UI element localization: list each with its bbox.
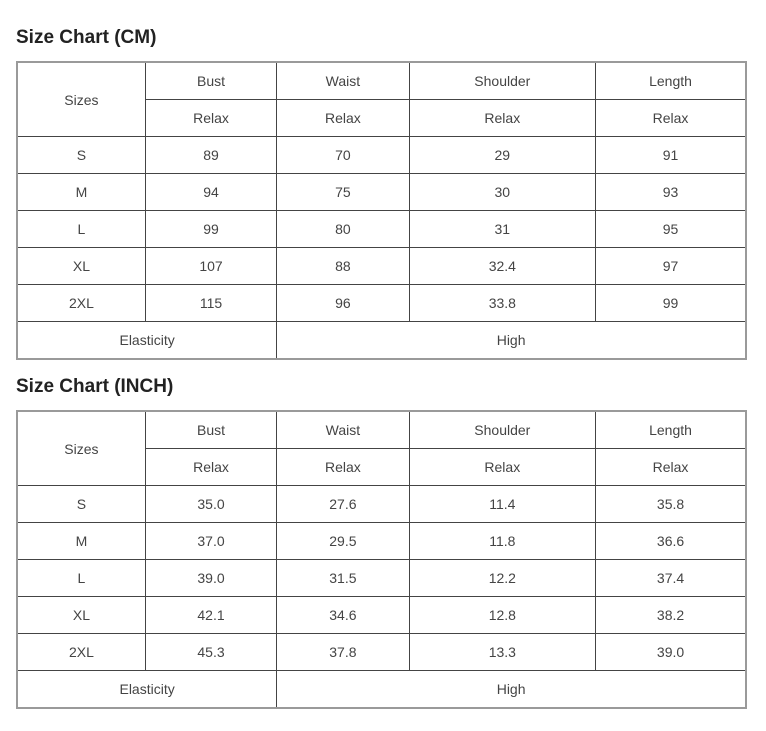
table-row: [17, 211, 746, 248]
table-row: [17, 523, 746, 560]
column-header-bust: Bust: [145, 411, 276, 449]
value-cell: 29: [409, 137, 596, 174]
size-cell: 2XL: [17, 634, 145, 671]
value-cell: 70: [277, 137, 409, 174]
value-cell: 29.5: [277, 523, 409, 560]
value-cell: 37.4: [596, 560, 746, 597]
column-header-shoulder: Shoulder: [409, 62, 596, 100]
column-header-bust: Bust: [145, 62, 276, 100]
value-cell: 94: [145, 174, 276, 211]
header-row: [17, 411, 746, 449]
value-cell: 12.8: [409, 597, 596, 634]
column-header-shoulder: Shoulder: [409, 411, 596, 449]
value-cell: 31.5: [277, 560, 409, 597]
value-cell: 97: [596, 248, 746, 285]
value-cell: 33.8: [409, 285, 596, 322]
value-cell: 96: [277, 285, 409, 322]
subheader-bust: Relax: [145, 449, 276, 486]
table-row: [17, 174, 746, 211]
value-cell: 37.0: [145, 523, 276, 560]
value-cell: 32.4: [409, 248, 596, 285]
column-header-waist: Waist: [277, 62, 409, 100]
size-cell: 2XL: [17, 285, 145, 322]
value-cell: 27.6: [277, 486, 409, 523]
subheader-shoulder: Relax: [409, 449, 596, 486]
value-cell: 11.4: [409, 486, 596, 523]
value-cell: 89: [145, 137, 276, 174]
size-chart-cm-title: Size Chart (CM): [16, 27, 157, 48]
value-cell: 107: [145, 248, 276, 285]
value-cell: 37.8: [277, 634, 409, 671]
table-row: [17, 634, 746, 671]
sizes-header-cell: Sizes: [17, 411, 145, 486]
value-cell: 95: [596, 211, 746, 248]
value-cell: 91: [596, 137, 746, 174]
size-cell: XL: [17, 248, 145, 285]
size-chart-inch-table: [16, 410, 747, 709]
value-cell: 12.2: [409, 560, 596, 597]
value-cell: 35.0: [145, 486, 276, 523]
value-cell: 75: [277, 174, 409, 211]
value-cell: 39.0: [145, 560, 276, 597]
elasticity-label: Elasticity: [17, 671, 277, 709]
value-cell: 11.8: [409, 523, 596, 560]
elasticity-row: [17, 671, 746, 709]
value-cell: 93: [596, 174, 746, 211]
table-row: [17, 248, 746, 285]
elasticity-label: Elasticity: [17, 322, 277, 360]
subheader-bust: Relax: [145, 100, 276, 137]
value-cell: 34.6: [277, 597, 409, 634]
value-cell: 42.1: [145, 597, 276, 634]
value-cell: 99: [596, 285, 746, 322]
subheader-length: Relax: [596, 449, 746, 486]
sizes-header-cell: Sizes: [17, 62, 145, 137]
elasticity-value: High: [277, 322, 746, 360]
elasticity-row: [17, 322, 746, 360]
header-row: [17, 62, 746, 100]
size-chart-inch-title: Size Chart (INCH): [16, 376, 174, 397]
size-cell: M: [17, 523, 145, 560]
value-cell: 31: [409, 211, 596, 248]
value-cell: 99: [145, 211, 276, 248]
value-cell: 13.3: [409, 634, 596, 671]
value-cell: 115: [145, 285, 276, 322]
size-chart-cm-table: [16, 61, 747, 360]
size-cell: L: [17, 211, 145, 248]
subheader-length: Relax: [596, 100, 746, 137]
table-row: [17, 560, 746, 597]
value-cell: 39.0: [596, 634, 746, 671]
column-header-length: Length: [596, 411, 746, 449]
value-cell: 45.3: [145, 634, 276, 671]
value-cell: 80: [277, 211, 409, 248]
size-cell: L: [17, 560, 145, 597]
table-row: [17, 486, 746, 523]
value-cell: 88: [277, 248, 409, 285]
column-header-length: Length: [596, 62, 746, 100]
column-header-waist: Waist: [277, 411, 409, 449]
value-cell: 38.2: [596, 597, 746, 634]
subheader-waist: Relax: [277, 100, 409, 137]
size-cell: S: [17, 137, 145, 174]
table-row: [17, 137, 746, 174]
table-row: [17, 285, 746, 322]
subheader-shoulder: Relax: [409, 100, 596, 137]
value-cell: 36.6: [596, 523, 746, 560]
size-cell: S: [17, 486, 145, 523]
table-row: [17, 597, 746, 634]
value-cell: 30: [409, 174, 596, 211]
elasticity-value: High: [277, 671, 746, 709]
subheader-waist: Relax: [277, 449, 409, 486]
size-cell: M: [17, 174, 145, 211]
size-cell: XL: [17, 597, 145, 634]
value-cell: 35.8: [596, 486, 746, 523]
